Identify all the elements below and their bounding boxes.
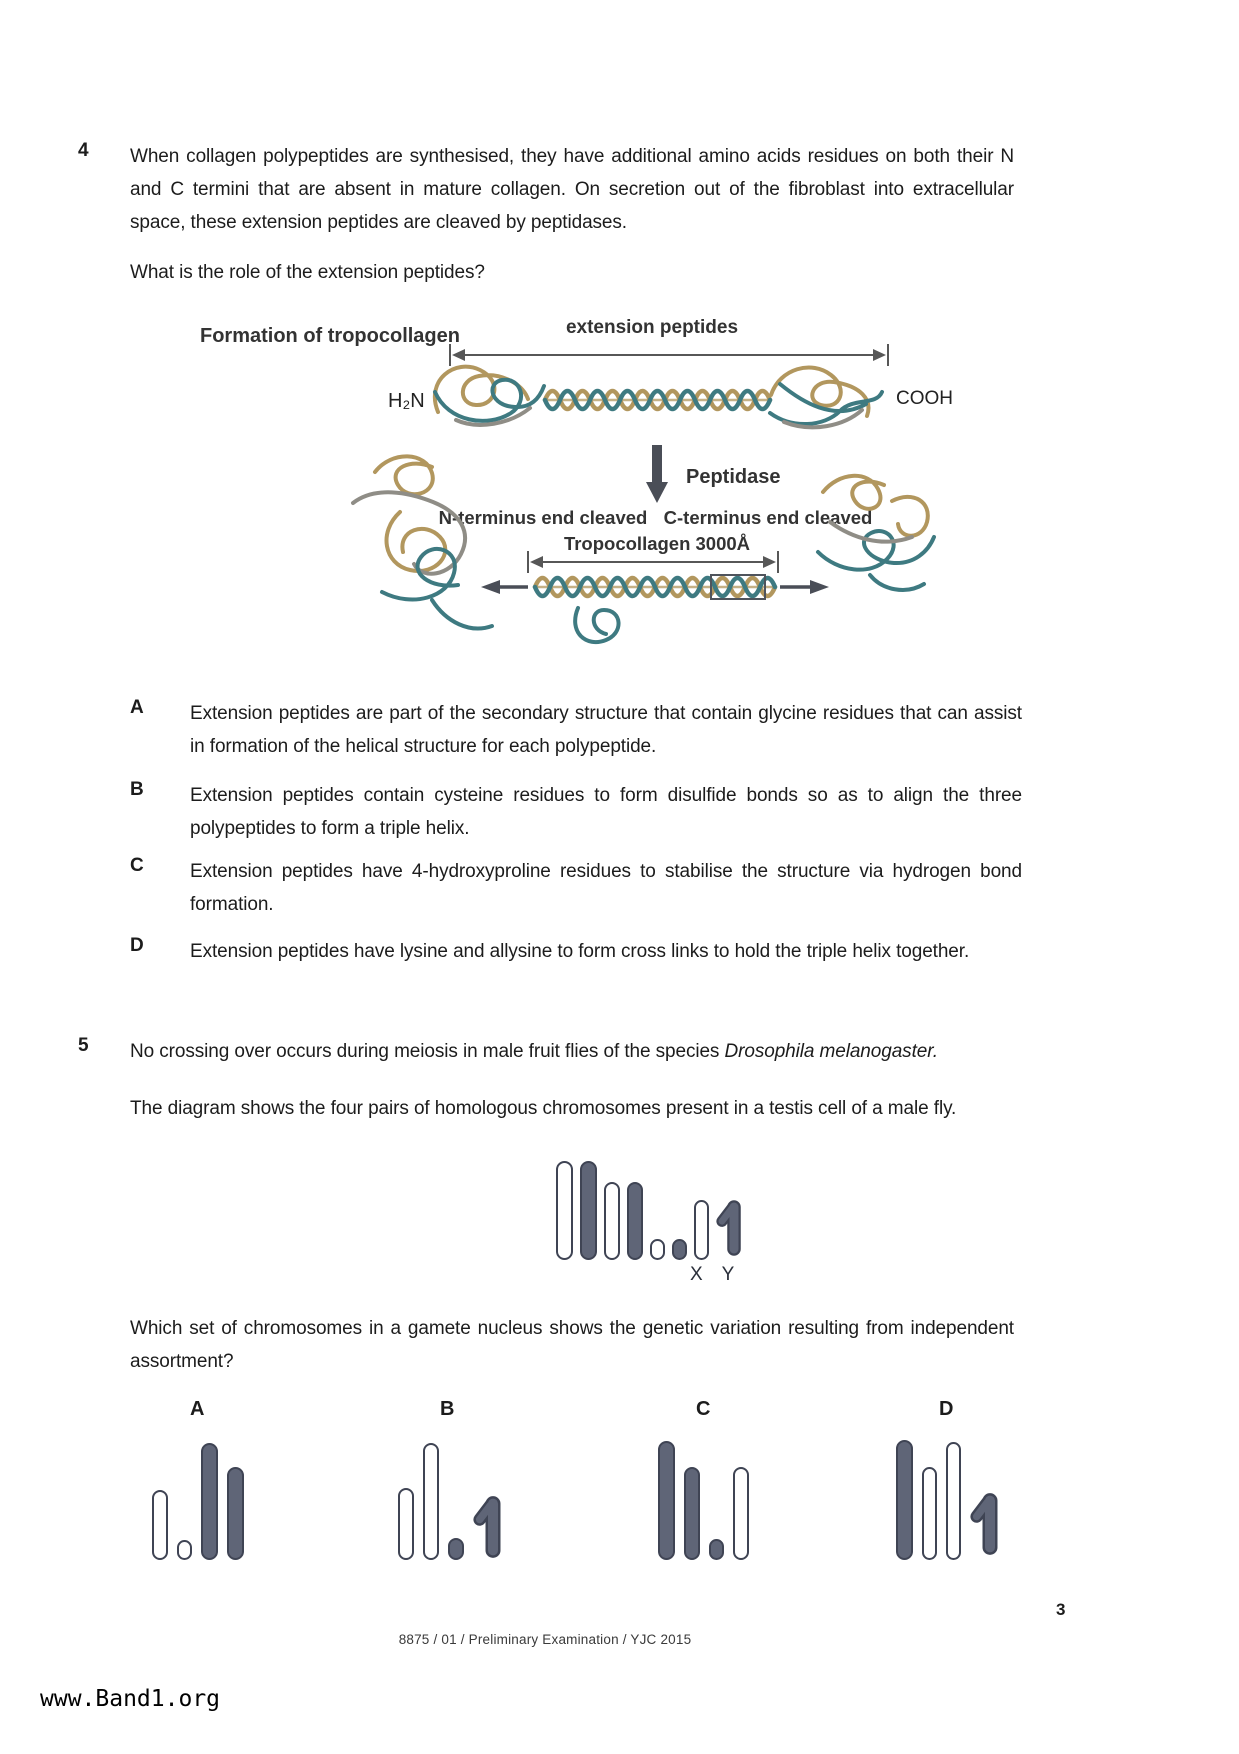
question-5-number: 5 xyxy=(78,1035,89,1056)
tropocollagen-label: Tropocollagen 3000Å xyxy=(563,533,751,554)
h2n-label: H₂N xyxy=(388,390,425,412)
question-5-stem xyxy=(130,1035,1030,1068)
watermark-url: www.Band1.org xyxy=(40,1686,221,1712)
extension-peptides-label: extension peptides xyxy=(565,317,739,338)
chromosome-option-letter-b: B xyxy=(440,1398,455,1420)
triple-helix-top xyxy=(545,391,770,409)
chromosome-rod xyxy=(946,1442,961,1560)
chromosome-rod xyxy=(922,1467,937,1560)
chromosome-option-letter-a: A xyxy=(190,1398,205,1420)
option-text-d: Extension peptides have lysine and allysine to form cross links to hold the triple helix together. xyxy=(190,941,970,962)
question-5-stem-text: No crossing over occurs during meiosis in male fruit flies of the species xyxy=(130,1041,725,1062)
chromosome-rod xyxy=(152,1490,168,1560)
page-number: 3 xyxy=(1056,1600,1066,1619)
chromosome-rod xyxy=(580,1161,597,1260)
chromosome-set-b xyxy=(398,1440,503,1560)
tropocollagen-dimension-arrow xyxy=(528,551,778,573)
chromosome-hook xyxy=(473,1494,503,1560)
option-letter-c: C xyxy=(130,855,144,876)
question-4-prompt: What is the role of the extension peptides? xyxy=(130,262,485,283)
species-name: Drosophila melanogaster. xyxy=(724,1041,938,1062)
tropocollagen-figure xyxy=(170,300,980,665)
chromosome-rod xyxy=(896,1440,913,1560)
peptidase-label: Peptidase xyxy=(686,466,781,488)
footer-text: 8875 / 01 / Preliminary Examination / YJC 2015 xyxy=(398,1632,692,1647)
chromosome-rod xyxy=(201,1443,218,1560)
chromosome-set-d xyxy=(896,1440,1000,1560)
option-letter-a: A xyxy=(130,697,144,718)
chromosome-rod xyxy=(627,1182,643,1260)
cooh-label: COOH xyxy=(896,388,953,409)
chromosome-rod xyxy=(556,1161,573,1260)
chromosome-rod xyxy=(604,1182,620,1260)
question-5-prompt: Which set of chromosomes in a gamete nucleus shows the genetic variation resulting from independent assortment? xyxy=(130,1318,1014,1372)
chromosome-set-a xyxy=(152,1440,244,1560)
n-cleaved-label: N-terminus end cleaved xyxy=(438,507,648,528)
extension-dimension-arrow xyxy=(450,344,888,366)
option-text-c: Extension peptides have 4-hydroxyproline residues to stabilise the structure via hydrogen bond formation. xyxy=(190,861,1022,915)
c-terminus-tangle-top xyxy=(770,368,882,428)
chromosome-dot xyxy=(672,1239,687,1260)
chromosome-rod xyxy=(694,1200,709,1260)
question-4-number: 4 xyxy=(78,140,89,161)
chromosome-dot xyxy=(709,1539,724,1560)
option-letter-b: B xyxy=(130,779,144,800)
peptidase-arrow xyxy=(646,445,668,503)
chromosome-hook xyxy=(716,1196,743,1260)
question-5-stem2: The diagram shows the four pairs of homologous chromosomes present in a testis cell of a male fly. xyxy=(130,1098,957,1119)
chromosome-rod xyxy=(684,1467,700,1560)
option-letter-d: D xyxy=(130,935,144,956)
chromosome-dot xyxy=(448,1538,464,1560)
triple-helix-bottom xyxy=(535,578,775,596)
figure-title: Formation of tropocollagen xyxy=(200,325,460,347)
chromosome-rod xyxy=(423,1443,439,1560)
option-text-a: Extension peptides are part of the secondary structure that contain glycine residues that can assist in formation of the helical structure for each polypeptide. xyxy=(190,703,1022,757)
chromosome-rod xyxy=(398,1488,414,1560)
c-terminus-tangle-cleaved xyxy=(818,476,934,590)
chromosome-rod xyxy=(733,1467,749,1560)
question-4-stem: When collagen polypeptides are synthesised, they have additional amino acids residues on both their N and C termini that are absent in mature collagen. On secretion out of the fibroblast into extracellular space, these extension peptides are cleaved by peptidases. xyxy=(130,146,1014,233)
chromosome-dot xyxy=(650,1239,665,1260)
chromosome-set-c xyxy=(658,1440,749,1560)
karyotype-chromosomes xyxy=(556,1160,743,1260)
n-terminus-tangle-top xyxy=(435,367,544,425)
option-text-b: Extension peptides contain cysteine residues to form disulfide bonds so as to align the three polypeptides to form a triple helix. xyxy=(190,785,1022,839)
chromosome-dot xyxy=(177,1540,192,1560)
chromosome-option-letter-c: C xyxy=(696,1398,711,1420)
chromosome-rod xyxy=(227,1467,244,1560)
c-cleaved-label: C-terminus end cleaved xyxy=(663,507,873,528)
chromosome-hook xyxy=(970,1488,1000,1560)
chromosome-option-letter-d: D xyxy=(939,1398,954,1420)
karyotype-xy-label: X Y xyxy=(690,1264,742,1285)
chromosome-rod xyxy=(658,1441,675,1560)
